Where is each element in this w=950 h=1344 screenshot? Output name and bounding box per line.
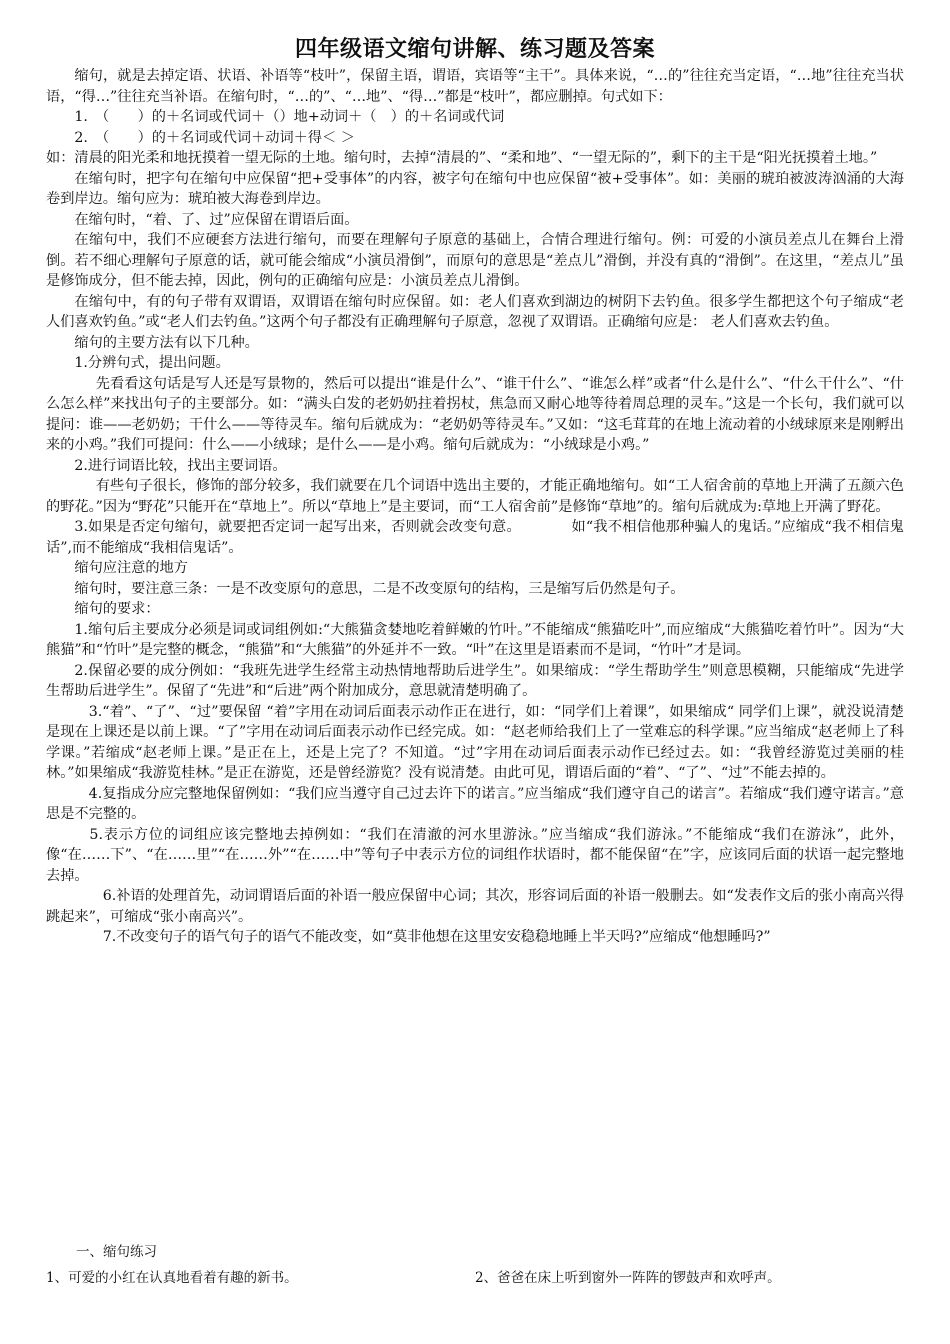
paragraph: 缩句，就是去掉定语、状语、补语等“枝叶”，保留主语，谓语，宾语等“主干”。具体来说，“…的”往往充当定语，“…地”往往充当状语，“得…”往往充当补语。在缩句时，“…的”、“…地”、“得…”都是“枝叶”，都应删掉。句式如下： [46, 68, 904, 105]
exercise-heading: 一、缩句练习 [76, 1244, 157, 1260]
document-body [46, 66, 904, 948]
paragraph: 在缩句时，把字句在缩句中应保留“把+受事体”的内容，被字句在缩句中也应保留“被+受事体”。如：美丽的琥珀被波涛汹涌的大海卷到岸边。缩句应为：琥珀被大海卷到岸边。 [46, 170, 904, 207]
paragraph: 7.不改变句子的语气句子的语气不能改变，如“莫非他想在这里安安稳稳地睡上半天吗?”应缩成“他想睡吗?” [74, 929, 771, 945]
paragraph: 2. （ ）的＋名词或代词＋动词＋得＜ ＞ [74, 129, 355, 146]
paragraph: 在缩句时，“着、了、过”应保留在谓语后面。 [74, 211, 359, 228]
paragraph: 5.表示方位的词组应该完整地去掉例如：“我们在清澈的河水里游泳。”应当缩成“我们游泳。”不能缩成“我们在游泳”，此外，像“在……下”、“在……里”“在……外”“在……中”等句子中表示方位的词组作状语时，都不能保留“在”字，应该同后面的状语一起完整地去掉。 [46, 826, 904, 884]
paragraph: 缩句应注意的地方 [74, 560, 188, 576]
paragraph: 缩句的主要方法有以下几种。 [74, 334, 259, 351]
paragraph: 在缩句中，我们不应硬套方法进行缩句，而要在理解句子原意的基础上，合情合理进行缩句。例：可爱的小演员差点儿在舞台上滑倒。若不细心理解句子原意的话，就可能会缩成“小演员滑倒”，而原句的意思是“差点儿”滑倒，并没有真的“滑倒”。在这里，“差点儿”虽是修饰成分，但不能去掉，因此，例句的正确缩句应是：小演员差点儿滑倒。 [46, 232, 904, 289]
paragraph: 缩句时，要注意三条：一是不改变原句的意思，二是不改变原句的结构，三是缩写后仍然是句子。 [74, 580, 685, 597]
paragraph: 3.“着”、“了”、“过”要保留 “着”字用在动词后面表示动作正在进行，如：“同学们上着课”，如果缩成“ 同学们上课”，就没说清楚是现在上课还是以前上课。“了”字用在动词后面表示动作已经完成。如：“赵老师给我们上了一堂难忘的科学课。”应当缩成“赵老师上了科学课。”若缩成“赵老师上课。”是正在上，还是上完了？不知道。“过”字用在动词后面表示动作已经过去。如：“我曾经游览过美丽的桂林。”如果缩成“我游览桂林。”是正在游览，还是曾经游览？没有说清楚。由此可见，谓语后面的“着”、“了”、“过”不能去掉的。 [46, 703, 904, 781]
paragraph: 先看看这句话是写人还是写景物的，然后可以提出“谁是什么”、“谁干什么”、“谁怎么样”或者“什么是什么”、“什么干什么”、“什么怎么样”来找出句子的主要部分。如：“满头白发的老奶奶拄着拐杖，焦急而又耐心地等待着周总理的灵车。”这是一个长句，我们就可以提问：谁——老奶奶；干什么——等待灵车。缩句后就成为：“老奶奶等待灵车。”又如：“这毛茸茸的在地上流动着的小绒球原来是刚孵出来的小鸡。”我们可提问：什么——小绒球；是什么——是小鸡。缩句后就成为：“小绒球是小鸡。” [46, 375, 904, 453]
paragraph: 6.补语的处理首先，动词谓语后面的补语一般应保留中心词；其次，形容词后面的补语一般删去。如“发表作文后的张小南高兴得跳起来”，可缩成“张小南高兴”。 [46, 888, 904, 925]
exercise-item: 2、爸爸在床上听到窗外一阵阵的锣鼓声和欢呼声。 [475, 1270, 781, 1286]
paragraph: 1.分辨句式，提出问题。 [74, 355, 230, 371]
paragraph: 在缩句中，有的句子带有双谓语，双谓语在缩句时应保留。如：老人们喜欢到湖边的树阴下去钓鱼。很多学生都把这个句子缩成“老人们喜欢钓鱼。”或“老人们去钓鱼。”这两个句子都没有正确理解句子原意，忽视了双谓语。正确缩句应是： 老人们喜欢去钓鱼。 [46, 293, 904, 330]
paragraph: 1.缩句后主要成分必须是词或词组例如:“大熊猫贪婪地吃着鲜嫩的竹叶。”不能缩成“熊猫吃叶”,而应缩成“大熊猫吃着竹叶”。因为“大熊猫”和“竹叶”是完整的概念，“熊猫”和“大熊猫”的外延并不一致。“叶”在这里是语素而不是词，“竹叶”才是词。 [46, 621, 904, 658]
paragraph: 2.进行词语比较，找出主要词语。 [74, 457, 287, 474]
paragraph: 有些句子很长，修饰的部分较多，我们就要在几个词语中选出主要的，才能正确地缩句。如“工人宿舍前的草地上开满了五颜六色的野花。”因为“野花”只能开在“草地上”。所以“草地上”是主要词，而“工人宿舍前”是修饰“草地”的。缩句后就成为:草地上开满了野花。 [46, 478, 904, 515]
paragraph: 1. （ ）的＋名词或代词＋（）地+动词＋（ ）的＋名词或代词 [74, 109, 505, 125]
exercise-item: 1、可爱的小红在认真地看着有趣的新书。 [46, 1270, 298, 1286]
paragraph: 如：清晨的阳光柔和地抚摸着一望无际的土地。缩句时，去掉“清晨的”、“柔和地”、“一望无际的”，剩下的主干是“阳光抚摸着土地。” [46, 150, 878, 166]
paragraph: 4.复指成分应完整地保留例如：“我们应当遵守自己过去许下的诺言。”应当缩成“我们遵守自己的诺言”。若缩成“我们遵守诺言。”意思是不完整的。 [46, 785, 904, 822]
paragraph: 缩句的要求： [74, 601, 160, 617]
paragraph: 2.保留必要的成分例如：“我班先进学生经常主动热情地帮助后进学生”。如果缩成：“学生帮助学生”则意思模糊，只能缩成“先进学生帮助后进学生”。保留了“先进”和“后进”两个附加成分，意思就清楚明确了。 [46, 662, 904, 699]
document-title: 四年级语文缩句讲解、练习题及答案 [294, 36, 655, 62]
paragraph: 3.如果是否定句缩句，就要把否定词一起写出来，否则就会改变句意。 如“我不相信他那种骗人的鬼话。”应缩成“我不相信鬼话”,而不能缩成“我相信鬼话”。 [46, 519, 904, 556]
